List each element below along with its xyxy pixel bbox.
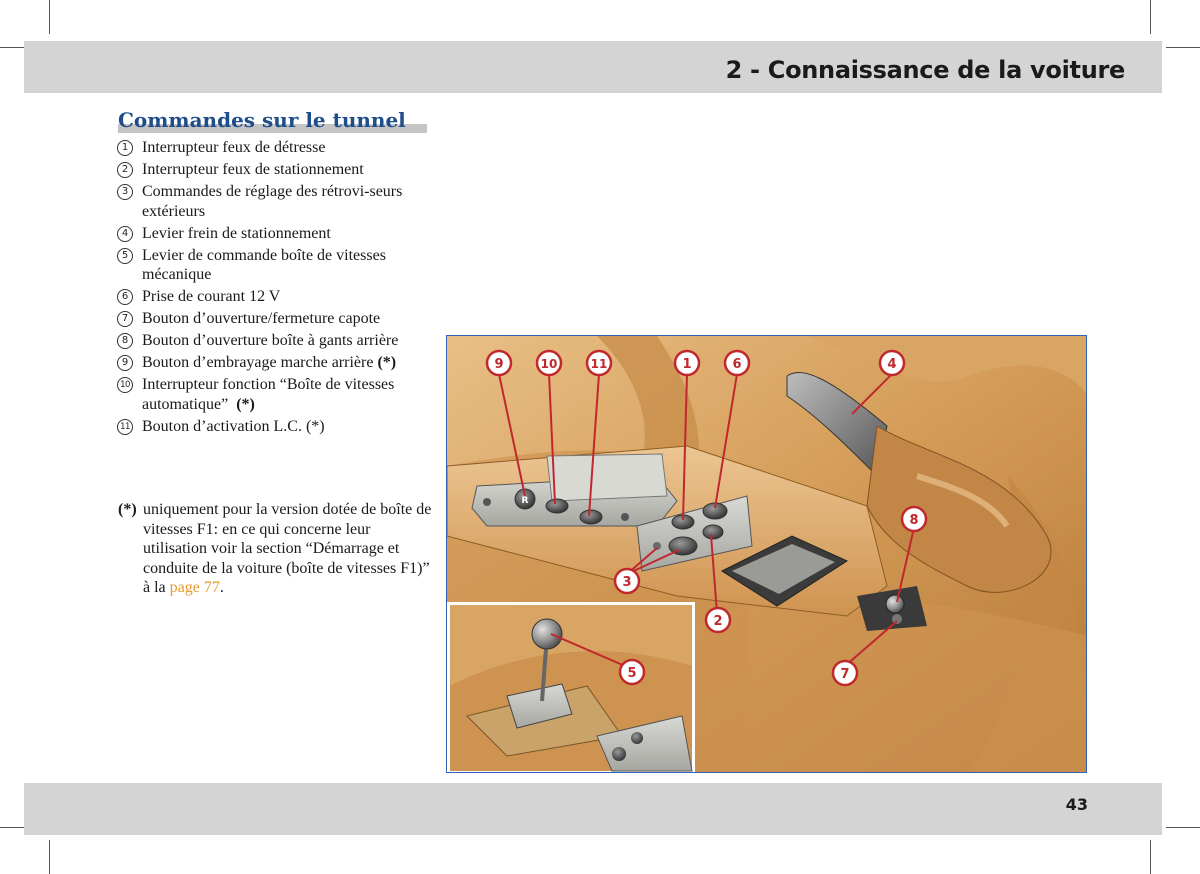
- footnote-marker: (*): [118, 501, 137, 518]
- list-item: [117, 375, 432, 414]
- item-text: Commandes de réglage des rétrovi-seurs extérieurs: [142, 183, 403, 220]
- callout-2: [706, 608, 730, 632]
- item-label: Bouton d’embrayage marche arrière: [142, 354, 374, 371]
- item-text: [142, 353, 432, 373]
- list-item: [117, 138, 432, 158]
- crop-mark: [1166, 47, 1200, 48]
- item-number: 7: [117, 311, 133, 327]
- tunnel-controls-illustration: [446, 335, 1087, 773]
- footer-band: [24, 783, 1162, 835]
- item-text: Levier frein de stationnement: [142, 224, 331, 242]
- footnote-body: uniquement pour la version dotée de boîte de vitesses F1: en ce qui concerne leur utilisation voir la section “Démarrage et conduite de la voiture (boîte de vitesses F1)” à la: [143, 501, 432, 596]
- callout-10: [537, 351, 561, 375]
- svg-text:8: 8: [909, 513, 919, 528]
- item-number: 2: [117, 162, 133, 178]
- callout-9: [487, 351, 511, 375]
- item-label: Interrupteur fonction “Boîte de vitesses automatique”: [142, 376, 395, 413]
- section-heading: Commandes sur le tunnel: [118, 108, 406, 132]
- item-number: 11: [117, 419, 133, 435]
- item-suffix: (*): [236, 395, 255, 413]
- callout-1: [675, 351, 699, 375]
- svg-text:2: 2: [713, 614, 723, 629]
- list-item: [117, 224, 432, 244]
- svg-text:4: 4: [887, 357, 897, 372]
- callout-layer: [447, 336, 1087, 773]
- svg-text:10: 10: [540, 357, 558, 371]
- item-text: Interrupteur feux de stationnement: [142, 161, 364, 178]
- page-number: 43: [1065, 795, 1088, 814]
- item-number: 3: [117, 184, 133, 200]
- callout-4: [880, 351, 904, 375]
- item-number: 1: [117, 140, 133, 156]
- item-number: 8: [117, 333, 133, 349]
- list-item: [117, 417, 432, 437]
- item-number: 6: [117, 289, 133, 305]
- callout-3: [615, 569, 639, 593]
- crop-mark: [49, 0, 50, 34]
- item-text: [142, 375, 432, 414]
- item-text: Bouton d’ouverture/fermeture capote: [142, 310, 381, 327]
- item-text: Prise de courant 12 V: [142, 288, 281, 305]
- crop-mark: [49, 840, 50, 874]
- svg-text:5: 5: [627, 666, 637, 681]
- item-text: Bouton d’activation L.C. (*): [142, 417, 325, 435]
- svg-text:7: 7: [840, 667, 850, 682]
- svg-text:11: 11: [590, 357, 608, 371]
- footnote-end: .: [219, 579, 224, 596]
- svg-text:1: 1: [682, 357, 692, 372]
- item-text: Bouton d’ouverture boîte à gants arrière: [142, 332, 399, 349]
- list-item: [117, 309, 432, 329]
- item-number: 10: [117, 377, 133, 393]
- callout-7: [833, 661, 857, 685]
- svg-text:6: 6: [732, 357, 742, 372]
- list-item: [117, 331, 432, 351]
- list-item: [117, 160, 432, 180]
- svg-text:9: 9: [494, 357, 504, 372]
- svg-text:3: 3: [622, 575, 632, 590]
- list-item: [117, 182, 432, 221]
- footnote: [118, 500, 438, 598]
- chapter-title: 2 - Connaissance de la voiture: [725, 56, 1125, 84]
- item-number: 5: [117, 248, 133, 264]
- item-text: Levier de commande boîte de vitesses mécanique: [142, 246, 386, 283]
- callout-11: [587, 351, 611, 375]
- item-number: 4: [117, 226, 133, 242]
- reverse-button-glyph: R: [521, 496, 529, 506]
- crop-mark: [1150, 0, 1151, 34]
- callout-8: [902, 507, 926, 531]
- crop-mark: [1150, 840, 1151, 874]
- list-item: [117, 353, 432, 373]
- callout-5: [620, 660, 644, 684]
- item-suffix: (*): [377, 354, 397, 371]
- list-item: [117, 246, 432, 285]
- crop-mark: [1166, 827, 1200, 828]
- item-number: 9: [117, 355, 133, 371]
- footnote-text: [118, 500, 438, 598]
- controls-list: [117, 138, 432, 439]
- page-link[interactable]: page 77: [169, 579, 220, 596]
- callout-6: [725, 351, 749, 375]
- item-text: Interrupteur feux de détresse: [142, 139, 326, 156]
- list-item: [117, 287, 432, 307]
